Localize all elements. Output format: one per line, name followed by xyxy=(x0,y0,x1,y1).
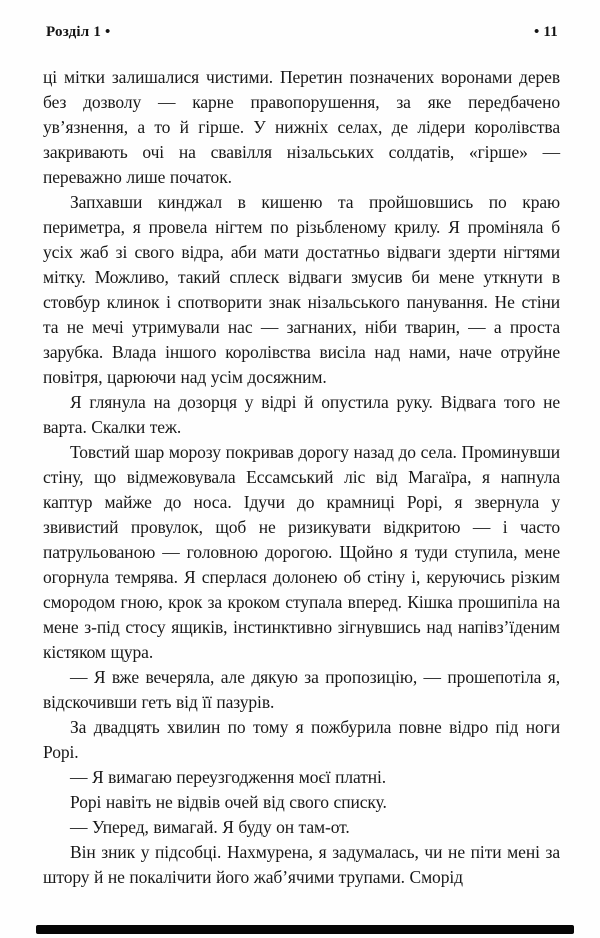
paragraph-7: — Я вимагаю переузгодження моєї платні. xyxy=(70,767,387,787)
paragraph-3: Я глянула на дозорця у відрі й опустила руку. Відвага того не варта. Скалки теж. xyxy=(43,392,560,437)
running-header xyxy=(46,24,558,41)
page-body-text xyxy=(43,65,560,890)
page-number: • 11 xyxy=(534,24,558,40)
chapter-label: Розділ 1 • xyxy=(46,24,111,40)
paragraph-8: Рорі навіть не відвів очей від свого списку. xyxy=(70,792,387,812)
paragraph-1: ці мітки залишалися чистими. Перетин позначених воронами дерев без дозволу — карне правопорушення, за яке передбачено ув’язнення, а то й гірше. У нижніх селах, де лідери королівства закривають очі на свавілля нізальських солдатів, «гірше» — переважно лише початок. xyxy=(43,67,560,187)
page-edge-shadow-bar xyxy=(36,925,574,934)
paragraph-10: Він зник у підсобці. Нахмурена, я задумалась, чи не піти мені за штору й не покалічити його жаб’ячими трупами. Сморід xyxy=(43,842,560,887)
paragraph-2: Запхавши кинджал в кишеню та пройшовшись по краю периметра, я провела нігтем по різьбленому крилу. Я проміняла б усіх жаб зі свого відра, аби мати достатньо відваги здерти нігтями мітку. Можливо, такий сплеск відваги змусив би мене уткнути в стовбур клинок і спотворити знак нізальського панування. Не стіни та не мечі утримували нас — загнаних, ніби тварин, — а проста зарубка. Влада іншого королівства висіла над нами, наче отруйне повітря, царюючи над усім досяжним. xyxy=(43,192,560,387)
paragraph-9: — Уперед, вимагай. Я буду он там-от. xyxy=(70,817,350,837)
paragraph-4: Товстий шар морозу покривав дорогу назад до села. Проминувши стіну, що відмежовувала Ессамський ліс від Магаїра, я напнула каптур майже до носа. Ідучи до крамниці Рорі, я звернула у звивистий провулок, щоб не ризикувати відкритою — і часто патрульованою — головною дорогою. Щойно я туди ступила, мене огорнула темрява. Я сперлася долонею об стіну і, керуючись різким смородом гною, крок за кроком ступала вперед. Кішка прошипіла на мене з-під стосу ящиків, інстинктивно зігнувшись над напівз’їденим кістяком щура. xyxy=(43,442,560,662)
paragraph-6: За двадцять хвилин по тому я пожбурила повне відро під ноги Рорі. xyxy=(43,717,560,762)
paragraph-5: — Я вже вечеряла, але дякую за пропозицію, — прошепотіла я, відскочивши геть від її пазурів. xyxy=(43,667,560,712)
